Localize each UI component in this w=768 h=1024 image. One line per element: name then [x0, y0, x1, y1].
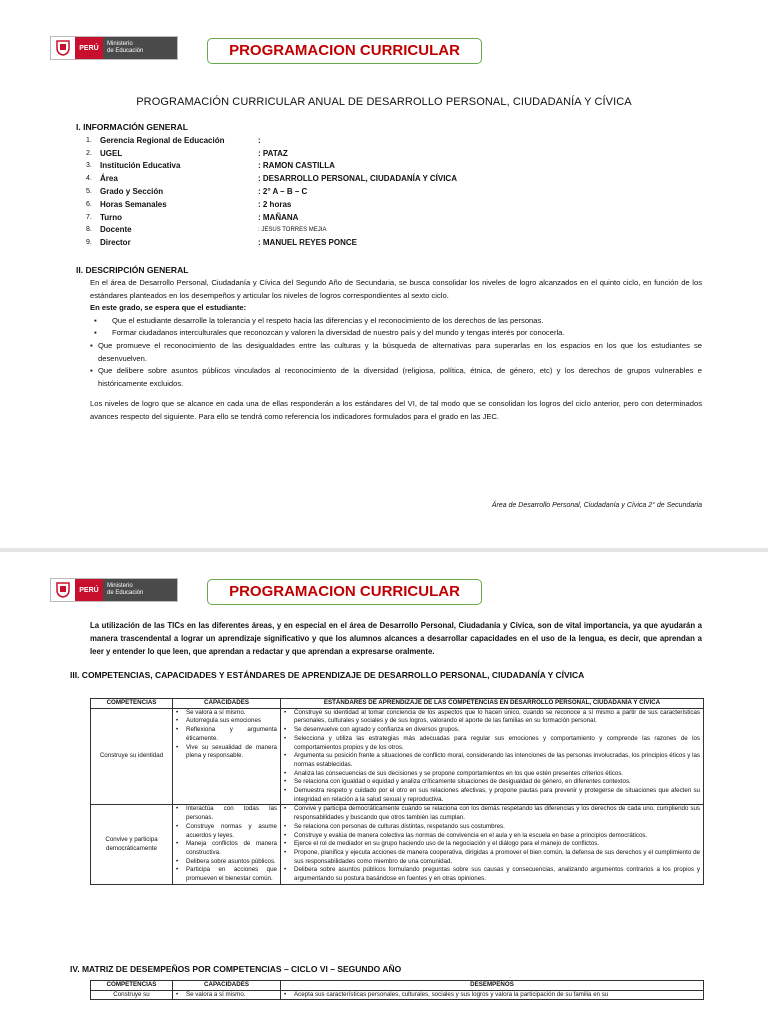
info-value: : [258, 135, 261, 145]
table-header: COMPETENCIAS [91, 699, 173, 709]
info-row [86, 224, 586, 237]
list-item: • Analiza las consecuencias de sus decisiones y se propone comportamientos en los que estén presentes criterios éticos. [284, 770, 700, 779]
table-row [91, 990, 704, 1000]
info-number: 4. [86, 175, 92, 183]
list-item: • Reflexiona y argumenta éticamente. [176, 726, 277, 742]
standard-text: Demuestra respeto y cuidado por el otro en sus relaciones afectivas, y propone pautas para prevenir y protegerse de situaciones que afecten su integridad en relación a la salud sexual y reproductiva. [294, 787, 700, 803]
info-value: : PATAZ [258, 148, 288, 158]
list-item: • Autorregula sus emociones [176, 717, 277, 726]
list-item: • Construye su identidad al tomar conciencia de los aspectos que lo hacen único, cuando se reconoce a sí mismo a partir de sus características personales, culturales y sociales y de sus logros, valorando el aporte de las familias en su formación personal. [284, 708, 700, 725]
list-item: • Vive su sexualidad de manera plena y responsable. [176, 743, 277, 760]
capacity-text: Se valora a sí mismo. [186, 990, 246, 998]
standard-text: Construye y evalúa de manera colectiva las normas de convivencia en el aula y en la escuela en base a principios democráticos. [294, 831, 648, 839]
table-header-row [91, 981, 704, 991]
peru-shield-icon [51, 37, 75, 59]
info-row [86, 172, 586, 185]
bullet-icon: ▪ [94, 328, 97, 338]
minedu-logo [50, 578, 178, 602]
info-number: 3. [86, 162, 92, 170]
standard-text: Delibera sobre asuntos públicos formulando preguntas sobre sus causas y consecuencias, analizando argumentos contrarios a los propios y argumentando su postura basándose en fuentes y en otras opiniones. [294, 866, 700, 883]
standard-text: Construye su identidad al tomar conciencia de los aspectos que lo hacen único, cuando se reconoce a sí mismo a partir de sus características personales, culturales y sociales y de sus logros, valorando el aporte de las familias en su formación personal. [294, 708, 700, 725]
info-number: 1. [86, 136, 92, 144]
capacity-text: Vive su sexualidad de manera plena y responsable. [186, 743, 277, 760]
info-label: UGEL [100, 148, 123, 158]
performance-text: Acepta sus características personales, culturales, sociales y sus logros y valora la participación de su familia en su [294, 990, 609, 998]
info-label: Horas Semanales [100, 199, 167, 209]
logo-ministry [103, 37, 177, 59]
list-item: • Convive y participa democráticamente cuando se relaciona con los demás respetando las diferencias y los derechos de cada uno, cumpliendo sus responsabilidades y buscando que otros también las cumplan. [284, 805, 700, 822]
info-label: Área [100, 174, 118, 184]
banner-title-box [207, 38, 482, 64]
standards-cell [281, 805, 704, 884]
list-item: • Argumenta su posición frente a situaciones de conflicto moral, considerando las intenciones de las personas involucradas, los principios éticos y las normas establecidas. [284, 752, 700, 768]
list-item: • Maneja conflictos de manera constructiva. [176, 840, 277, 856]
standard-text: Selecciona y utiliza las estrategias más adecuadas para regular sus emociones y comportamiento y comprende las razones de los comportamientos propios y de los otros. [294, 734, 700, 751]
capacities-cell [173, 708, 281, 805]
section-4-title: IV. MATRIZ DE DESEMPEÑOS POR COMPETENCIAS – CICLO VI – SEGUNDO AÑO [70, 964, 402, 974]
info-value: : MANUEL REYES PONCE [258, 238, 357, 248]
banner-title: PROGRAMACION CURRICULAR [229, 42, 460, 59]
list-item: • Se valora a sí mismo. [176, 991, 277, 1000]
info-label: Gerencia Regional de Educación [100, 135, 225, 145]
bullet-icon: ▪ [90, 366, 93, 376]
capacities-cell [173, 805, 281, 884]
area-signature: Área de Desarrollo Personal, Ciudadanía y Cívica 2° de Secundaria [491, 502, 702, 509]
info-row [86, 185, 586, 198]
list-item: • Se relaciona con igualdad o equidad y analiza críticamente situaciones de desigualdad de género, en diferentes contextos. [284, 778, 700, 787]
bullet-icon: ▪ [94, 315, 97, 325]
capacity-text: Participa en acciones que promueven el bienestar común. [186, 866, 277, 883]
performance-matrix-table [90, 980, 704, 1000]
bullet-text: Que el estudiante desarrolle la tolerancia y el respeto hacia las diferencias y el reconocimiento de los derechos de las personas. [112, 315, 544, 325]
info-value: : JESUS TORRES MEJIA [258, 226, 327, 233]
info-number: 8. [86, 226, 92, 234]
logo-country: PERÚ [75, 579, 103, 601]
info-number: 9. [86, 239, 92, 247]
document-page-2 [0, 552, 768, 1024]
logo-ministry-line2: de Educación [107, 48, 144, 54]
standard-text: Ejerce el rol de mediador en su grupo haciendo uso de la negociación y el diálogo para el manejo de conflictos. [294, 840, 600, 848]
info-number: 7. [86, 213, 92, 221]
list-item: • Construye y evalúa de manera colectiva las normas de convivencia en el aula y en la escuela en base a principios democráticos. [284, 832, 700, 841]
list-item: • Delibera sobre asuntos públicos formulando preguntas sobre sus causas y consecuencias, analizando argumentos contrarios a los propios y argumentando su postura basándose en fuentes y en otras opiniones. [284, 866, 700, 883]
table-header: CAPACIDADES [173, 981, 281, 991]
info-number: 2. [86, 149, 92, 157]
capacity-text: Construye normas y asume acuerdos y leyes. [186, 822, 277, 839]
document-title: PROGRAMACIÓN CURRICULAR ANUAL DE DESARROLLO PERSONAL, CIUDADANÍA Y CÍVICA [136, 96, 632, 108]
standard-text: Se relaciona con igualdad o equidad y analiza críticamente situaciones de desigualdad de género, en diferentes contextos. [294, 778, 631, 786]
table-header: ESTÁNDARES DE APRENDIZAJE DE LAS COMPETENCIAS EN DESARROLLO PERSONAL, CIUDADANÍA Y CÍVICA [281, 699, 704, 709]
description-bullet [90, 340, 702, 365]
info-row [86, 236, 586, 249]
general-info-list [86, 134, 586, 249]
bullet-text: Formar ciudadanos interculturales que reconozcan y valoren la diversidad de nuestro país y del mundo y tengas interés por conocerla. [112, 328, 565, 338]
info-value: : 2° A – B – C [258, 187, 308, 197]
standard-text: Se desenvuelve con agrado y confianza en diversos grupos. [294, 726, 460, 734]
info-value: : MAÑANA [258, 212, 299, 222]
peru-shield-icon [51, 579, 75, 601]
info-label: Institución Educativa [100, 161, 181, 171]
capacities-cell [173, 990, 281, 1000]
list-item: • Selecciona y utiliza las estrategias más adecuadas para regular sus emociones y comportamiento y comprende las razones de los comportamientos propios y de los otros. [284, 734, 700, 751]
capacity-text: Autorregula sus emociones [186, 717, 261, 725]
info-label: Turno [100, 212, 123, 222]
list-item: • Demuestra respeto y cuidado por el otro en sus relaciones afectivas, y propone pautas para prevenir y protegerse de situaciones que afecten su integridad en relación a la salud sexual y reproductiva. [284, 787, 700, 803]
info-number: 5. [86, 188, 92, 196]
table-header-row [91, 699, 704, 709]
description-intro: En el área de Desarrollo Personal, Ciudadanía y Cívica del Segundo Año de Secundaria, se busca consolidar los niveles de logro alcanzados en el quinto ciclo, en función de los estándares planteados en los desempeños y articular los niveles de logros correspondientes al sexto ciclo. [90, 278, 702, 300]
list-item: • Acepta sus características personales, culturales, sociales y sus logros y valora la participación de su familia en su [284, 991, 700, 1000]
list-item: • Construye normas y asume acuerdos y leyes. [176, 822, 277, 839]
section-3-title: III. COMPETENCIAS, CAPACIDADES Y ESTÁNDARES DE APRENDIZAJE DE DESARROLLO PERSONAL, CIUDADANÍA Y CÍVICA [70, 670, 585, 680]
list-item: • Interactúa con todas las personas. [176, 805, 277, 822]
table-header: COMPETENCIAS [91, 981, 173, 991]
standard-text: Se relaciona con personas de culturas distintas, respetando sus costumbres. [294, 822, 505, 830]
capacity-text: Delibera sobre asuntos públicos. [186, 857, 276, 865]
standard-text: Analiza las consecuencias de sus decisiones y se propone comportamientos en los que estén presentes criterios éticos. [294, 769, 624, 777]
logo-ministry-line1: Ministerio [107, 583, 133, 589]
capacity-text: Reflexiona y argumenta éticamente. [186, 726, 277, 742]
info-value: : 2 horas [258, 199, 292, 209]
standard-text: Convive y participa democráticamente cuando se relaciona con los demás respetando las diferencias y los derechos de cada uno, cumpliendo sus responsabilidades y buscando que otros también las cumplan. [294, 805, 700, 822]
list-item: • Se valora a sí mismo. [176, 709, 277, 718]
page-header [0, 552, 768, 612]
info-value: : RAMON CASTILLA [258, 161, 335, 171]
logo-ministry-line2: de Educación [107, 590, 144, 596]
competencies-table [90, 698, 704, 885]
info-row [86, 160, 586, 173]
section-1-title: I. INFORMACIÓN GENERAL [76, 122, 188, 132]
capacity-text: Se valora a sí mismo. [186, 708, 246, 716]
list-item: • Delibera sobre asuntos públicos. [176, 857, 276, 865]
standard-text: Propone, planifica y ejecuta acciones de manera cooperativa, dirigidas a promover el bien común, la defensa de sus derechos y el cumplimiento de sus responsabilidades como miembro de una comunidad. [294, 848, 700, 865]
list-item: • Ejerce el rol de mediador en su grupo haciendo uso de la negociación y el diálogo para el manejo de conflictos. [284, 840, 700, 849]
general-description [90, 277, 702, 424]
list-item: • Propone, planifica y ejecuta acciones de manera cooperativa, dirigidas a promover el bien común, la defensa de sus derechos y el cumplimiento de sus responsabilidades como miembro de una comunidad. [284, 848, 700, 865]
competency-cell: Convive y participa democráticamente [91, 805, 173, 884]
logo-ministry-line1: Ministerio [107, 41, 133, 47]
info-row [86, 198, 586, 211]
info-value: : DESARROLLO PERSONAL, CIUDADANÍA Y CÍVICA [258, 174, 457, 184]
info-number: 6. [86, 200, 92, 208]
logo-country: PERÚ [75, 37, 103, 59]
page-header [0, 0, 768, 60]
info-row [86, 134, 586, 147]
list-item: • Se desenvuelve con agrado y confianza en diversos grupos. [284, 726, 700, 735]
bullet-text: Que promueve el reconocimiento de las desigualdades entre las culturas y la búsqueda de alternativas para superarlas en los espacios en los que los estudiantes se desenvuelven. [98, 340, 702, 363]
competency-cell: Construye su [91, 990, 173, 1000]
info-row [86, 211, 586, 224]
description-bullet [90, 315, 702, 328]
table-row [91, 708, 704, 805]
logo-ministry [103, 579, 177, 601]
banner-title-box [207, 579, 482, 605]
info-label: Docente [100, 225, 132, 235]
list-item: • Participa en acciones que promueven el bienestar común. [176, 866, 277, 883]
info-row [86, 147, 586, 160]
info-label: Director [100, 238, 131, 248]
section-2-title: II. DESCRIPCIÓN GENERAL [76, 265, 189, 275]
performance-cell [281, 990, 704, 1000]
capacity-text: Maneja conflictos de manera constructiva. [186, 840, 277, 856]
info-label: Grado y Sección [100, 187, 164, 197]
tic-intro: La utilización de las TICs en las diferentes áreas, y en especial en el área de Desarrollo Personal, Ciudadanía y Cívica, son de vital importancia, ya que ayudarán a manera trascendental a lograr un aprendizaje significativo y que los alumnos alcances a desarrollar capacidades en el uso de la lengua, es decir, que aprendan a leer y entender lo que leen, que aprendan a redactar y que aprendan a expresarse oralmente. [90, 621, 702, 656]
description-bullet [90, 327, 702, 340]
description-expectation: En este grado, se espera que el estudiante: [90, 303, 247, 313]
banner-title: PROGRAMACION CURRICULAR [229, 583, 460, 600]
competency-cell: Construye su identidad [91, 708, 173, 805]
standards-cell [281, 708, 704, 805]
table-header: CAPACIDADES [173, 699, 281, 709]
minedu-logo [50, 36, 178, 60]
table-header: DESEMPEÑOS [281, 981, 704, 991]
description-bullet [90, 365, 702, 390]
bullet-icon: ▪ [90, 340, 93, 350]
capacity-text: Interactúa con todas las personas. [186, 805, 277, 822]
standard-text: Argumenta su posición frente a situaciones de conflicto moral, considerando las intenciones de las personas involucradas, los principios éticos y las normas establecidas. [294, 752, 700, 768]
bullet-text: Que delibere sobre asuntos públicos vinculados al reconocimiento de la diversidad (religiosa, política, étnica, de género, etc) y los derechos de grupos vulnerables e históricamente excluidos. [98, 366, 702, 388]
list-item: • Se relaciona con personas de culturas distintas, respetando sus costumbres. [284, 823, 700, 832]
table-row [91, 805, 704, 884]
description-closing: Los niveles de logro que se alcance en cada una de ellas responderán a los estándares del VI, de tal modo que se consolidan los logros del ciclo anterior, pero con determinados avances respecto del siguiente. Para ello se tendrá como referencia los indicadores formulados para el grado en las JEC. [90, 399, 702, 421]
